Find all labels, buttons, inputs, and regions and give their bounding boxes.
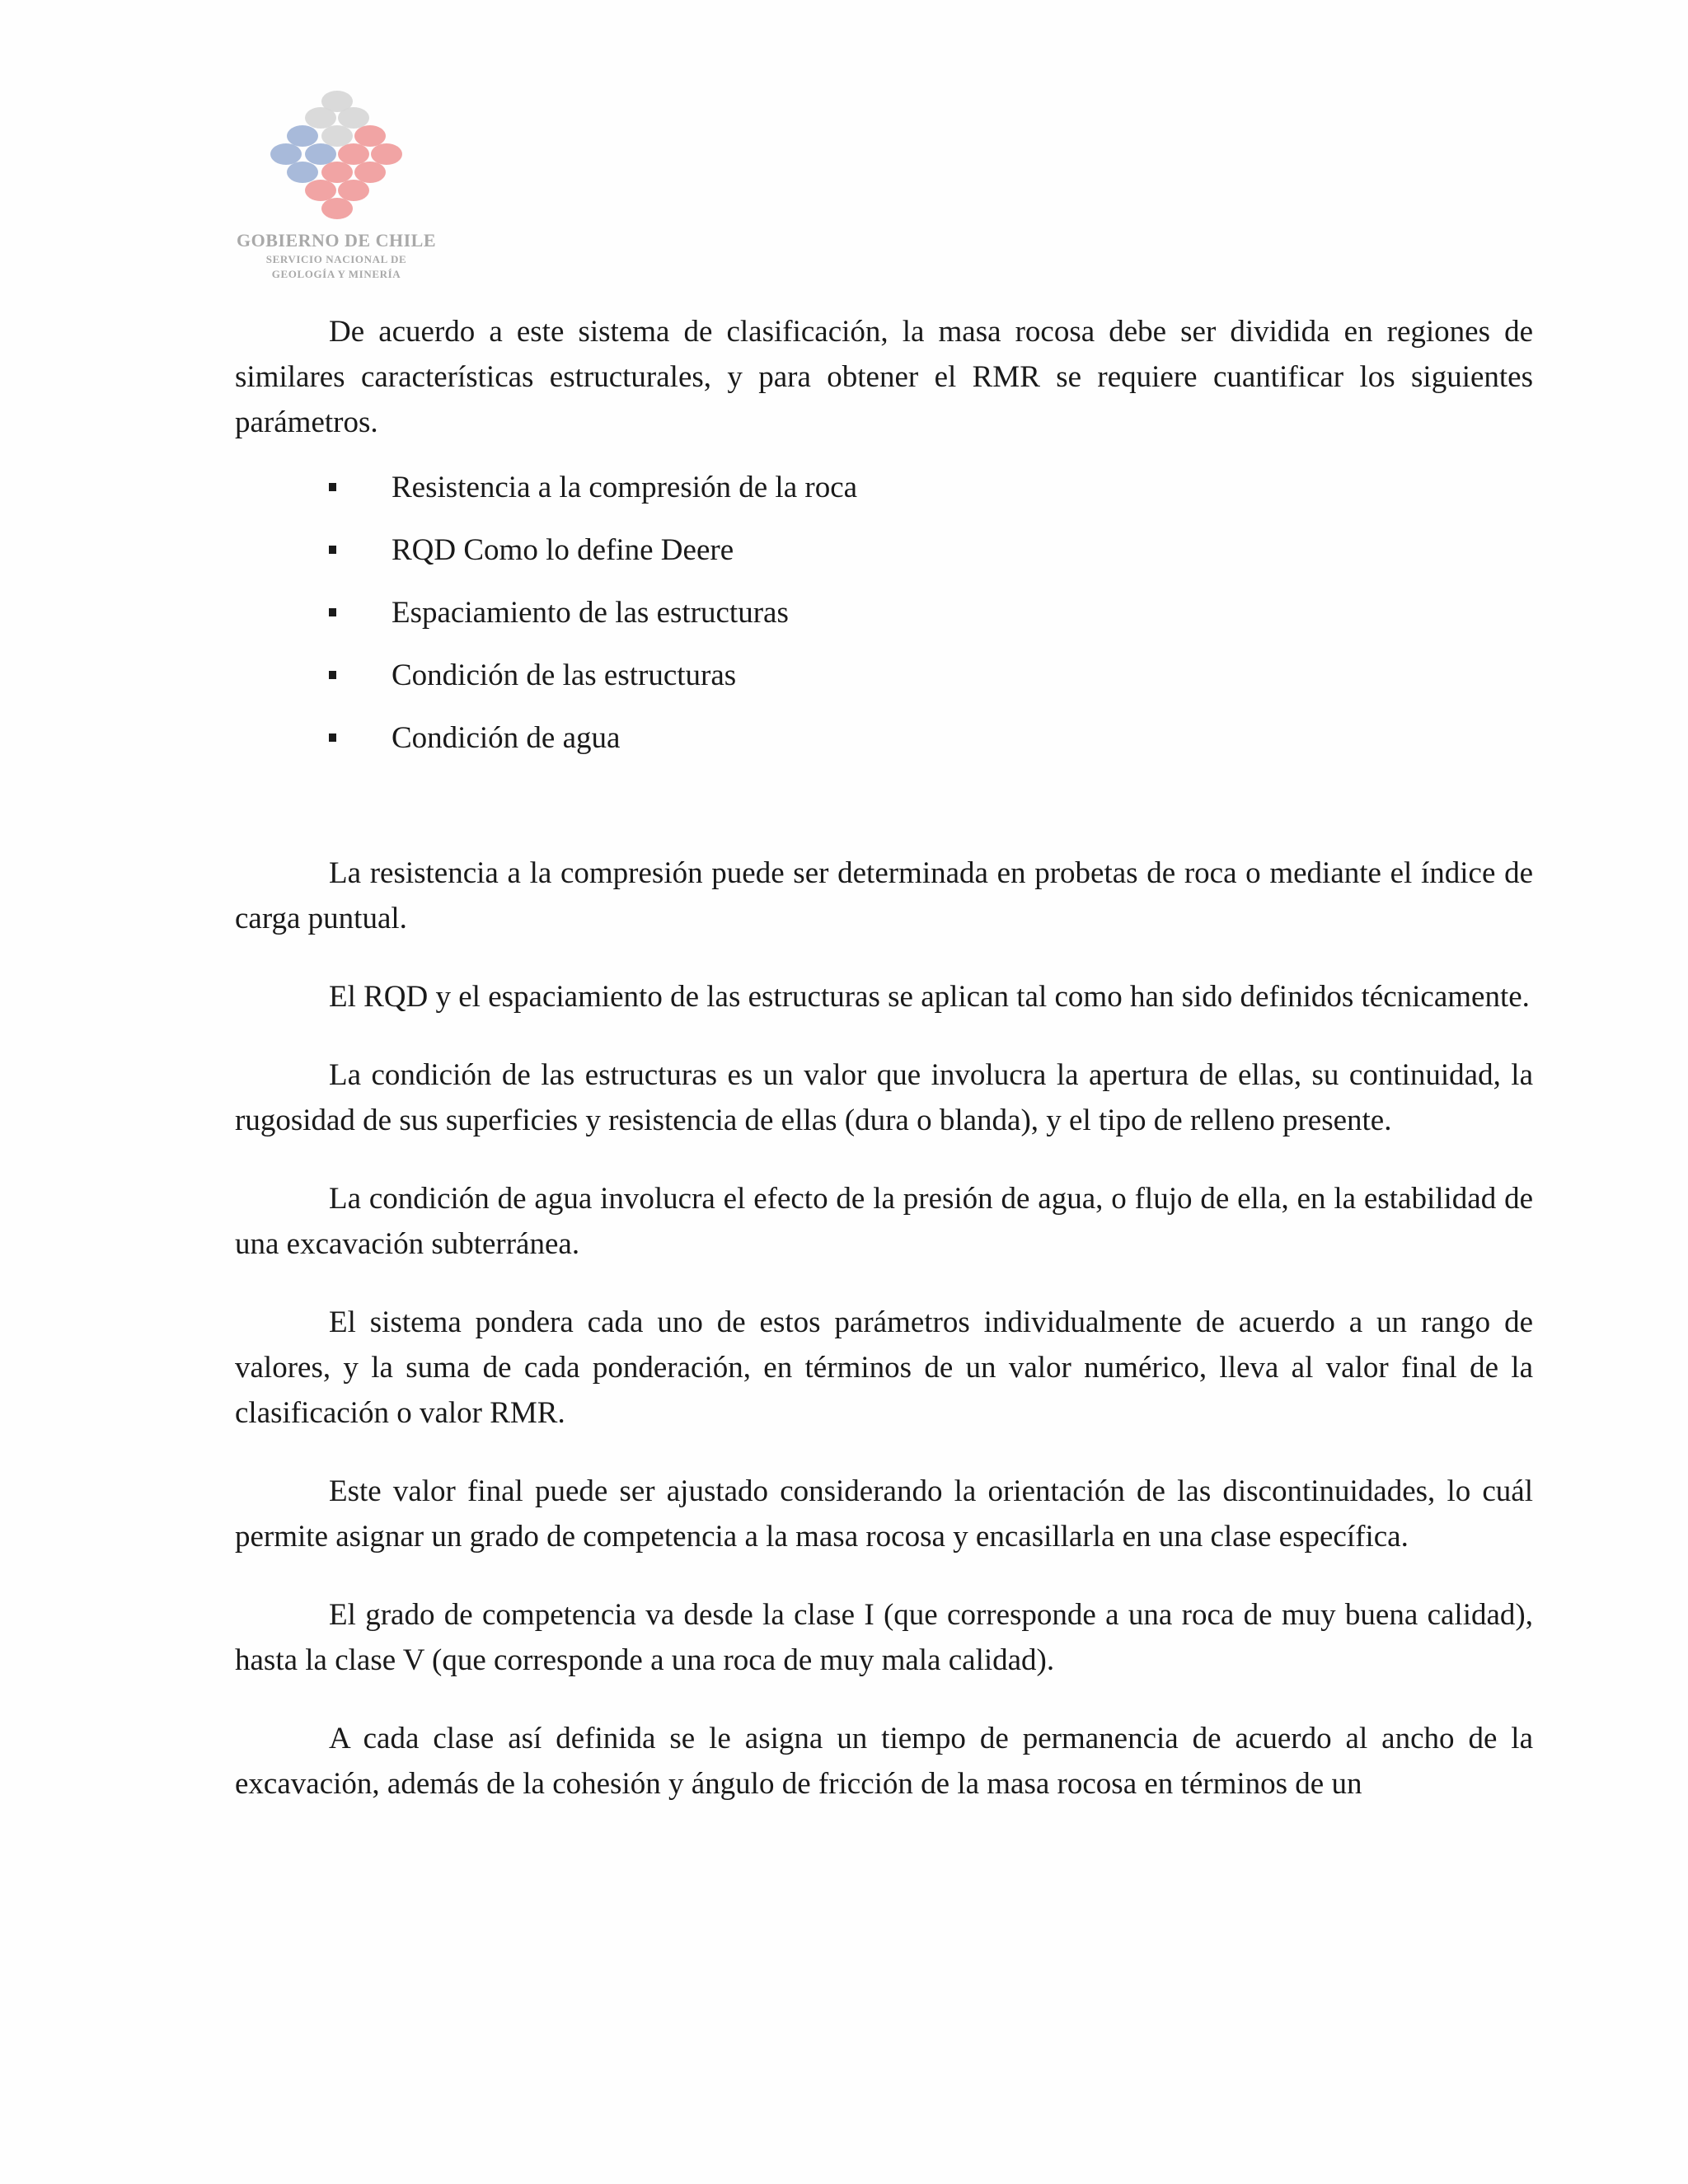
logo-cell <box>338 180 369 201</box>
logo-cell <box>305 180 336 201</box>
logo-subtitle-2: GEOLOGÍA Y MINERÍA <box>271 268 401 280</box>
paragraph-water: La condición de agua involucra el efecto de la presión de agua, o flujo de ella, en la estabilidad de una excavación subterránea. <box>235 1182 1533 1261</box>
bullet-icon <box>329 546 336 554</box>
paragraph-compression: La resistencia a la compresión puede ser determinada en probetas de roca o mediante el índice de carga puntual. <box>235 856 1533 935</box>
logo-cell <box>270 143 302 165</box>
logo-cell <box>321 162 353 183</box>
bullet-icon <box>329 671 336 679</box>
section-spacer <box>235 778 1533 851</box>
logo-cell <box>371 143 402 165</box>
paragraph-weighting: El sistema pondera cada uno de estos parámetros individualmente de acuerdo a un rango de valores, y la suma de cada ponderación, en términos de un valor numérico, lleva al valor final de la clasificación o valor RMR. <box>235 1305 1533 1430</box>
list-item-text: Condición de las estructuras <box>392 658 737 692</box>
logo-title: GOBIERNO DE CHILE <box>237 230 436 251</box>
logo-cell <box>287 125 318 147</box>
document-body <box>235 309 1533 1840</box>
list-item <box>235 590 1533 653</box>
paragraph-permanence: A cada clase así definida se le asigna un tiempo de permanencia de acuerdo al ancho de la excavación, además de la cohesión y ángulo de fricción de la masa rocosa en términos de un <box>235 1722 1533 1801</box>
logo-cell <box>287 162 318 183</box>
logo-cell <box>305 107 336 129</box>
paragraph-adjustment: Este valor final puede ser ajustado considerando la orientación de las discontinuidades, lo cuál permite asignar un grado de competencia a la masa rocosa y encasillarla en una clase específica. <box>235 1474 1533 1554</box>
logo-cell <box>321 198 353 219</box>
intro-paragraph: De acuerdo a este sistema de clasificación, la masa rocosa debe ser dividida en regiones de similares características estructurales, y para obtener el RMR se requiere cuantificar los siguientes parámetros. <box>235 315 1533 439</box>
bullet-icon <box>329 483 336 491</box>
paragraph-structures: La condición de las estructuras es un valor que involucra la apertura de ellas, su continuidad, la rugosidad de sus superficies y resistencia de ellas (dura o blanda), y el tipo de relleno presente. <box>235 1058 1533 1137</box>
bullet-icon <box>329 608 336 616</box>
list-item <box>235 527 1533 590</box>
bullet-icon <box>329 733 336 742</box>
logo-cell <box>321 125 353 147</box>
list-item <box>235 715 1533 778</box>
logo-subtitle-1: SERVICIO NACIONAL DE <box>265 253 407 265</box>
diamond-mosaic-icon <box>263 87 411 227</box>
parameter-list <box>235 465 1533 778</box>
logo-cell <box>354 125 386 147</box>
logo-cell <box>338 107 369 129</box>
list-item-text: RQD Como lo define Deere <box>392 533 734 567</box>
list-item-text: Espaciamiento de las estructuras <box>392 596 789 630</box>
list-item-text: Resistencia a la compresión de la roca <box>392 471 858 504</box>
paragraph-competence: El grado de competencia va desde la clase I (que corresponde a una roca de muy buena calidad), hasta la clase V (que corresponde a una roca de muy mala calidad). <box>235 1598 1533 1677</box>
list-item <box>235 465 1533 527</box>
list-item <box>235 653 1533 715</box>
sernageomin-logo <box>233 87 439 284</box>
logo-cell <box>305 143 336 165</box>
list-item-text: Condición de agua <box>392 721 621 755</box>
logo-cell <box>338 143 369 165</box>
paragraph-rqd: El RQD y el espaciamiento de las estructuras se aplican tal como han sido definidos técnicamente. <box>329 980 1530 1014</box>
logo-cell <box>354 162 386 183</box>
